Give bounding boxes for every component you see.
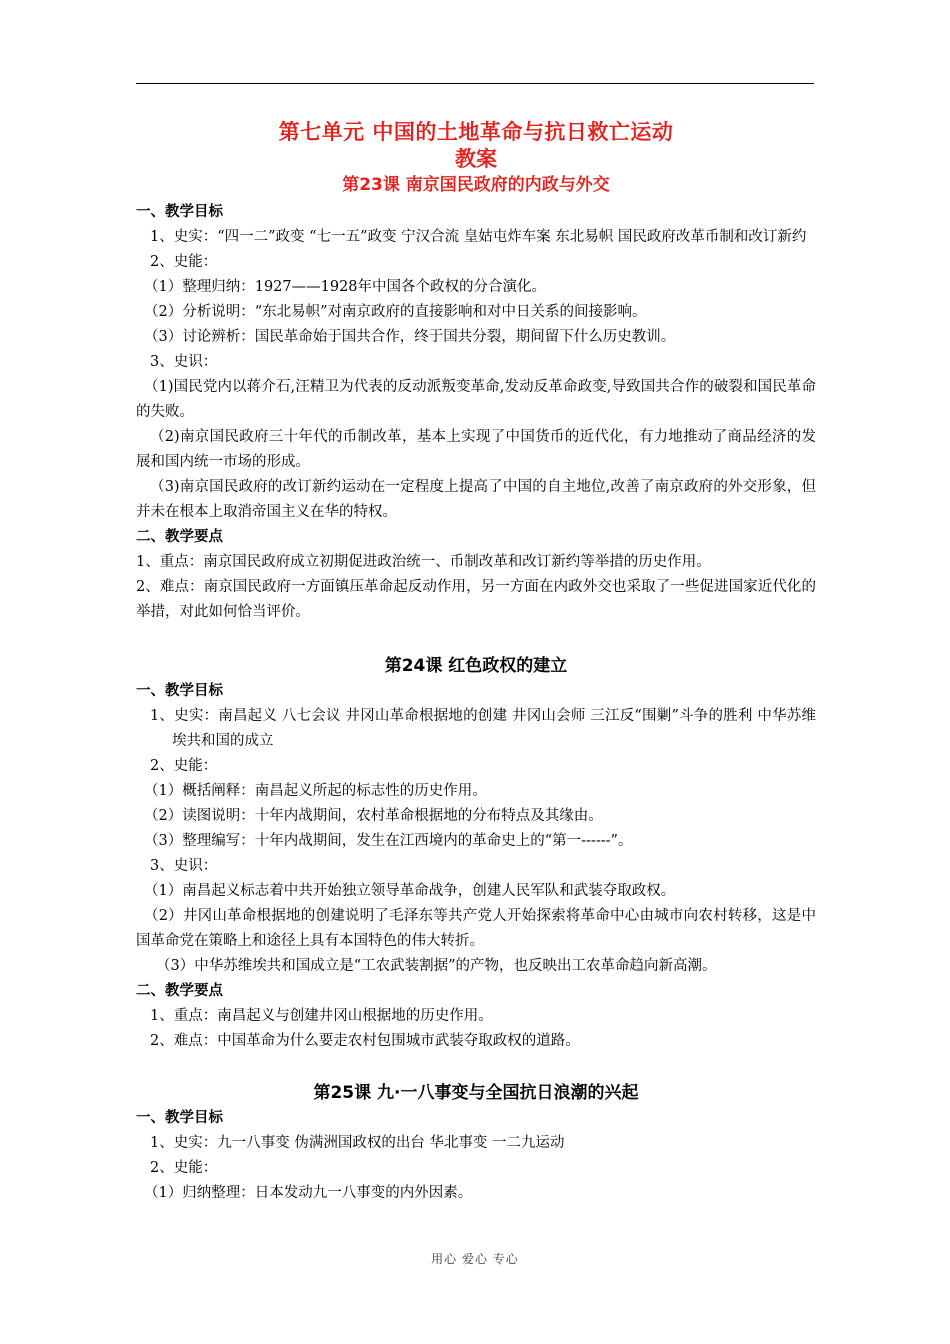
lesson-24-objectives-heading: 一、教学目标 bbox=[136, 683, 223, 699]
lesson-24-shishi2-3: （3）中华苏维埃共和国成立是“工农武装割据”的产物，也反映出工农革命趋向新高潮。 bbox=[156, 958, 717, 974]
lesson-25-title: 第25课 九·一八事变与全国抗日浪潮的兴起 bbox=[313, 1083, 639, 1103]
lesson-23-title: 第23课 南京国民政府的内政与外交 bbox=[342, 175, 610, 195]
lesson-24-keypoint-2: 2、难点：中国革命为什么要走农村包围城市武装夺取政权的道路。 bbox=[150, 1033, 580, 1049]
lesson-23-shineng-3: （3）讨论辨析：国民革命始于国共合作，终于国共分裂，期间留下什么历史教训。 bbox=[144, 329, 676, 345]
lesson-24-shineng-3: （3）整理编写：十年内战期间，发生在江西境内的革命史上的“第一------”。 bbox=[144, 833, 633, 849]
lesson-23-objectives-heading: 一、教学目标 bbox=[136, 204, 223, 220]
lesson-24-shishi2-heading: 3、史识： bbox=[150, 858, 218, 874]
lesson-25-shineng-1: （1）归纳整理：日本发动九一八事变的内外因素。 bbox=[144, 1185, 473, 1201]
lesson-23-keypoints-heading: 二、教学要点 bbox=[136, 529, 223, 545]
unit-title: 第七单元 中国的土地革命与抗日救亡运动 bbox=[278, 120, 674, 144]
lesson-24-keypoints-heading: 二、教学要点 bbox=[136, 983, 223, 999]
lesson-23-shineng-2: （2）分析说明：“东北易帜”对南京政府的直接影响和对中日关系的间接影响。 bbox=[144, 304, 647, 320]
lesson-23-shishi2-2: （2)南京国民政府三十年代的币制改革，基本上实现了中国货币的近代化，有力地推动了商品经济的发展和国内统一市场的形成。 bbox=[136, 429, 816, 470]
lesson-23-shishi2-1: （1)国民党内以蒋介石,汪精卫为代表的反动派叛变革命,发动反革命政变,导致国共合作的破裂和国民革命的失败。 bbox=[136, 379, 816, 420]
lesson-24-keypoint-1: 1、重点：南昌起义与创建井冈山根据地的历史作用。 bbox=[150, 1008, 493, 1024]
lesson-23-shineng-heading: 2、史能： bbox=[150, 254, 218, 270]
lesson-24-shineng-2: （2）读图说明：十年内战期间，农村革命根据地的分布特点及其缘由。 bbox=[144, 808, 603, 824]
document-body bbox=[136, 118, 816, 1206]
document-kind: 教案 bbox=[455, 147, 497, 171]
lesson-24-shishi2-2: （2）井冈山革命根据地的创建说明了毛泽东等共产党人开始探索将革命中心由城市向农村转移，这是中国革命党在策略上和途径上具有本国特色的伟大转折。 bbox=[136, 908, 816, 949]
lesson-23-shishi2-heading: 3、史识： bbox=[150, 354, 218, 370]
lesson-24-shineng-heading: 2、史能： bbox=[150, 758, 218, 774]
lesson-23-shishi: 1、史实：“四一二”政变 “七一五”政变 宁汉合流 皇姑屯炸车案 东北易帜 国民政府改革币制和改订新约 bbox=[150, 229, 807, 245]
lesson-23-shineng-1: （1）整理归纳：1927——1928年中国各个政权的分合演化。 bbox=[144, 279, 547, 295]
lesson-24-shishi: 1、史实：南昌起义 八七会议 井冈山革命根据地的创建 井冈山会师 三江反“围剿”斗争的胜利 中华苏维埃共和国的成立 bbox=[150, 708, 816, 749]
lesson-23-keypoint-2: 2、难点：南京国民政府一方面镇压革命起反动作用，另一方面在内政外交也采取了一些促进国家近代化的举措，对此如何恰当评价。 bbox=[136, 579, 816, 620]
lesson-24-shineng-1: （1）概括阐释：南昌起义所起的标志性的历史作用。 bbox=[144, 783, 487, 799]
lesson-24-title: 第24课 红色政权的建立 bbox=[384, 656, 568, 676]
lesson-24-shishi2-1: （1）南昌起义标志着中共开始独立领导革命战争，创建人民军队和武装夺取政权。 bbox=[144, 883, 676, 899]
header-rule bbox=[136, 83, 814, 84]
page-footer: 用心 爱心 专心 bbox=[431, 1252, 519, 1266]
lesson-25-shineng-heading: 2、史能： bbox=[150, 1160, 218, 1176]
lesson-23-keypoint-1: 1、重点：南京国民政府成立初期促进政治统一、币制改革和改订新约等举措的历史作用。 bbox=[136, 554, 711, 570]
lesson-25-objectives-heading: 一、教学目标 bbox=[136, 1110, 223, 1126]
lesson-23-shishi2-3: （3)南京国民政府的改订新约运动在一定程度上提高了中国的自主地位,改善了南京政府的外交形象，但并未在根本上取消帝国主义在华的特权。 bbox=[136, 479, 816, 520]
lesson-25-shishi: 1、史实：九一八事变 伪满洲国政权的出台 华北事变 一二九运动 bbox=[150, 1135, 565, 1151]
